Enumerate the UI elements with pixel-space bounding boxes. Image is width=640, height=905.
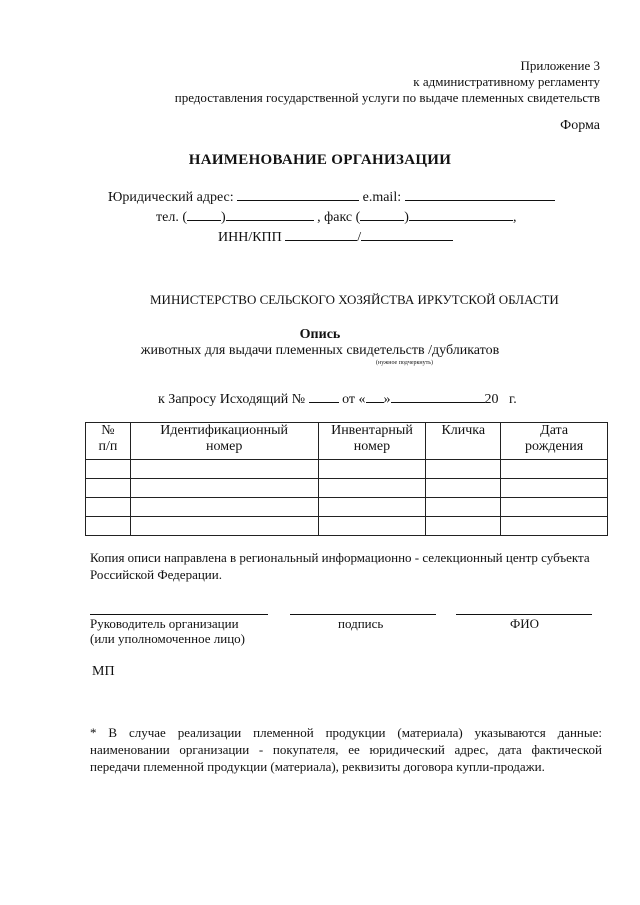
table-cell[interactable] <box>501 460 608 479</box>
table-cell[interactable] <box>318 517 426 536</box>
table-cell[interactable] <box>318 460 426 479</box>
table-row <box>86 498 608 517</box>
kpp-field[interactable] <box>361 228 453 241</box>
table-cell[interactable] <box>426 479 501 498</box>
table-cell[interactable] <box>426 498 501 517</box>
table-cell[interactable] <box>501 479 608 498</box>
header-text: номер <box>206 439 243 454</box>
table-cell[interactable] <box>426 517 501 536</box>
appendix-line-1: Приложение 3 <box>520 58 600 73</box>
table-cell[interactable] <box>130 498 318 517</box>
inventory-subtitle: животных для выдачи племенных свидетельств /дубликатов <box>140 343 500 358</box>
head-label: Руководитель организации <box>90 616 239 631</box>
table-row <box>86 479 608 498</box>
address-label: Юридический адрес: <box>108 190 234 205</box>
phone-field[interactable] <box>226 208 314 221</box>
table-cell[interactable] <box>130 517 318 536</box>
animals-table <box>85 422 608 536</box>
stamp-place: МП <box>92 664 115 679</box>
sign-label: подпись <box>338 616 384 631</box>
header-text: рождения <box>525 439 584 454</box>
sign-signature-line[interactable] <box>290 614 436 615</box>
table-cell[interactable] <box>318 479 426 498</box>
appendix-header <box>175 58 600 106</box>
fio-label: ФИО <box>510 616 540 631</box>
inn-kpp-line <box>218 228 453 246</box>
head-signature-line[interactable] <box>90 614 268 615</box>
table-cell[interactable] <box>86 460 131 479</box>
fio-signature-line[interactable] <box>456 614 592 615</box>
phone-code-field[interactable] <box>187 208 221 221</box>
phone-fax-line <box>156 208 516 226</box>
email-field[interactable] <box>405 188 555 201</box>
fax-end: , <box>512 210 517 225</box>
request-close: » <box>383 392 391 407</box>
header-text: Дата <box>540 423 569 438</box>
request-g: г. <box>509 392 517 407</box>
footnote: * В случае реализации племенной продукции (материала) указываются данные: наименовании организации - покупателя, ее юридический адрес, дата фактической передачи племенной продукции (материала), реквизиты договора купли-продажи. <box>90 725 602 774</box>
fax-label: , факс ( <box>317 210 361 225</box>
organization-title: НАИМЕНОВАНИЕ ОРГАНИЗАЦИИ <box>188 152 452 168</box>
header-text: номер <box>353 439 391 454</box>
table-cell[interactable] <box>426 460 501 479</box>
col-birthdate-header <box>501 423 608 460</box>
head-label-sub: (или уполномоченное лицо) <box>90 631 245 646</box>
underline-note: (нужное подчеркнуть) <box>376 360 433 366</box>
table-cell[interactable] <box>318 498 426 517</box>
ministry-name: МИНИСТЕРСТВО СЕЛЬСКОГО ХОЗЯЙСТВА ИРКУТСКОЙ ОБЛАСТИ <box>150 292 559 307</box>
appendix-line-3: предоставления государственной услуги по выдаче племенных свидетельств <box>174 90 600 105</box>
phone-label: тел. ( <box>156 210 187 225</box>
header-text: Инвентарный <box>331 423 413 438</box>
header-text: Кличка <box>441 423 486 438</box>
table-row <box>86 517 608 536</box>
fax-close: ) <box>404 210 409 225</box>
col-number-header <box>86 423 131 460</box>
table-cell[interactable] <box>130 460 318 479</box>
appendix-line-2: к административному регламенту <box>413 74 600 89</box>
request-number-field[interactable] <box>309 390 339 403</box>
table-cell[interactable] <box>86 498 131 517</box>
address-field[interactable] <box>237 188 359 201</box>
phone-close: ) <box>220 210 226 225</box>
table-cell[interactable] <box>501 517 608 536</box>
inn-separator: / <box>357 230 362 245</box>
header-text: п/п <box>98 439 118 454</box>
copy-note-line-1: Копия описи направлена в региональный информационно - селекционный центр субъекта <box>90 550 590 565</box>
request-year: 20 <box>484 392 499 407</box>
table-cell[interactable] <box>501 498 608 517</box>
address-line <box>108 188 555 206</box>
request-prefix: к Запросу Исходящий № <box>158 392 306 407</box>
form-label: Форма <box>560 118 600 133</box>
request-day-field[interactable] <box>366 390 384 403</box>
inn-field[interactable] <box>285 228 357 241</box>
copy-note-line-2: Российской Федерации. <box>90 567 222 582</box>
request-month-field[interactable] <box>391 390 485 403</box>
fax-code-field[interactable] <box>360 208 404 221</box>
table-header-row <box>86 423 608 460</box>
table-cell[interactable] <box>130 479 318 498</box>
table-cell[interactable] <box>86 479 131 498</box>
col-nickname-header <box>426 423 501 460</box>
request-line <box>158 390 517 408</box>
header-text: № <box>101 423 115 438</box>
header-text: Идентификационный <box>160 423 289 438</box>
col-id-header <box>130 423 318 460</box>
table-cell[interactable] <box>86 517 131 536</box>
inventory-title: Опись <box>299 327 341 342</box>
col-inventory-header <box>318 423 426 460</box>
email-label: e.mail: <box>362 190 402 205</box>
inn-label: ИНН/КПП <box>218 230 282 245</box>
table-row <box>86 460 608 479</box>
fax-field[interactable] <box>409 208 513 221</box>
request-ot: от « <box>342 392 366 407</box>
